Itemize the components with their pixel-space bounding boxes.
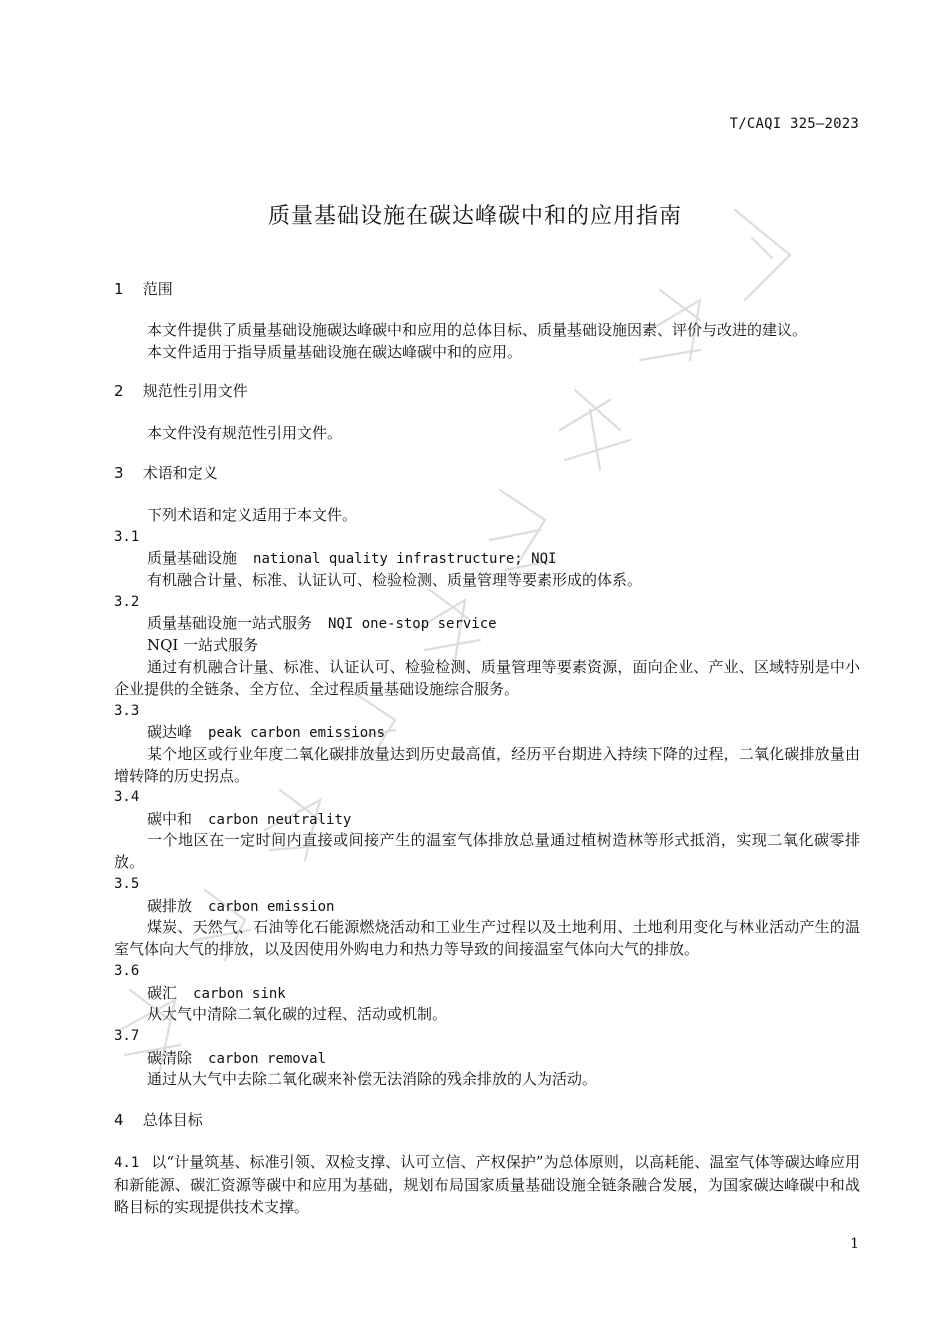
term-en: NQI one-stop service (328, 616, 497, 632)
term-heading (114, 721, 893, 744)
term-zh: 碳汇 (147, 984, 178, 1002)
term-en: carbon emission (208, 899, 335, 915)
clause-4-1 (114, 1151, 860, 1218)
paragraph: 下列术语和定义适用于本文件。 (147, 506, 358, 524)
term-alternative: NQI 一站式服务 (147, 636, 259, 654)
section-2-heading (114, 380, 860, 402)
term-number: 3.4 (114, 789, 140, 805)
term-heading (114, 808, 893, 831)
term-definition: 某个地区或行业年度二氧化碳排放量达到历史最高值，经历平台期进入持续下降的过程，二氧化碳排放量由增转降的历史拐点。 (114, 745, 860, 785)
term-definition: 通过从大气中去除二氧化碳来补偿无法消除的残余排放的人为活动。 (147, 1070, 598, 1088)
section-1-heading (114, 278, 860, 300)
term-en: carbon neutrality (208, 812, 352, 828)
term-number: 3.1 (114, 529, 140, 545)
clause-text: 以“计量筑基、标准引领、双检支撑、认可立信、产权保护”为总体原则，以高耗能、温室气体等碳达峰应用和新能源、碳汇资源等碳中和应用为基础，规划布局国家质量基础设施全链条融合发展，为国家碳达峰碳中和战略目标的实现提供技术支撑。 (114, 1153, 860, 1216)
section-number: 1 (114, 280, 124, 298)
section-number: 4 (114, 1111, 124, 1129)
term-heading (114, 1047, 893, 1070)
term-heading (114, 547, 893, 570)
paragraph: 本文件提供了质量基础设施碳达峰碳中和应用的总体目标、质量基础设施因素、评价与改进的建议。 (147, 321, 808, 339)
term-zh: 碳达峰 (147, 723, 193, 741)
clause-number: 4.1 (114, 1155, 140, 1171)
section-number: 3 (114, 464, 124, 482)
term-number: 3.3 (114, 703, 140, 719)
term-en: national quality infrastructure; NQI (253, 551, 557, 567)
section-number: 2 (114, 382, 124, 400)
term-zh: 碳中和 (147, 810, 193, 828)
paragraph: 本文件没有规范性引用文件。 (147, 424, 343, 442)
term-number: 3.5 (114, 876, 140, 892)
section-title: 总体目标 (142, 1111, 203, 1129)
paragraph: 本文件适用于指导质量基础设施在碳达峰碳中和的应用。 (147, 343, 523, 361)
term-definition: 有机融合计量、标准、认证认可、检验检测、质量管理等要素形成的体系。 (147, 571, 643, 589)
term-definition: 煤炭、天然气、石油等化石能源燃烧活动和工业生产过程以及土地利用、土地利用变化与林业活动产生的温室气体向大气的排放，以及因使用外购电力和热力等导致的间接温室气体向大气的排放。 (114, 918, 860, 958)
term-definition: 从大气中清除二氧化碳的过程、活动或机制。 (147, 1005, 448, 1023)
term-heading (114, 612, 893, 635)
standard-number: T/CAQI 325—2023 (729, 116, 859, 132)
term-number: 3.2 (114, 594, 140, 610)
term-definition: 一个地区在一定时间内直接或间接产生的温室气体排放总量通过植树造林等形式抵消，实现二氧化碳零排放。 (114, 831, 860, 871)
term-zh: 质量基础设施一站式服务 (147, 614, 313, 632)
term-zh: 质量基础设施 (147, 549, 238, 567)
section-3-heading (114, 462, 860, 484)
term-definition: 通过有机融合计量、标准、认证认可、检验检测、质量管理等要素资源，面向企业、产业、区域特别是中小企业提供的全链条、全方位、全过程质量基础设施综合服务。 (114, 658, 860, 698)
section-title: 范围 (142, 280, 173, 298)
term-number: 3.7 (114, 1028, 140, 1044)
section-title: 规范性引用文件 (142, 382, 248, 400)
term-heading (114, 895, 893, 918)
page-number: 1 (850, 1236, 859, 1252)
term-zh: 碳清除 (147, 1049, 193, 1067)
term-number: 3.6 (114, 963, 140, 979)
term-heading (114, 982, 893, 1005)
term-zh: 碳排放 (147, 897, 193, 915)
term-en: peak carbon emissions (208, 725, 386, 741)
section-title: 术语和定义 (142, 464, 218, 482)
document-title: 质量基础设施在碳达峰碳中和的应用指南 (267, 204, 682, 229)
section-4-heading (114, 1109, 860, 1131)
term-en: carbon sink (193, 986, 286, 1002)
term-en: carbon removal (208, 1051, 327, 1067)
